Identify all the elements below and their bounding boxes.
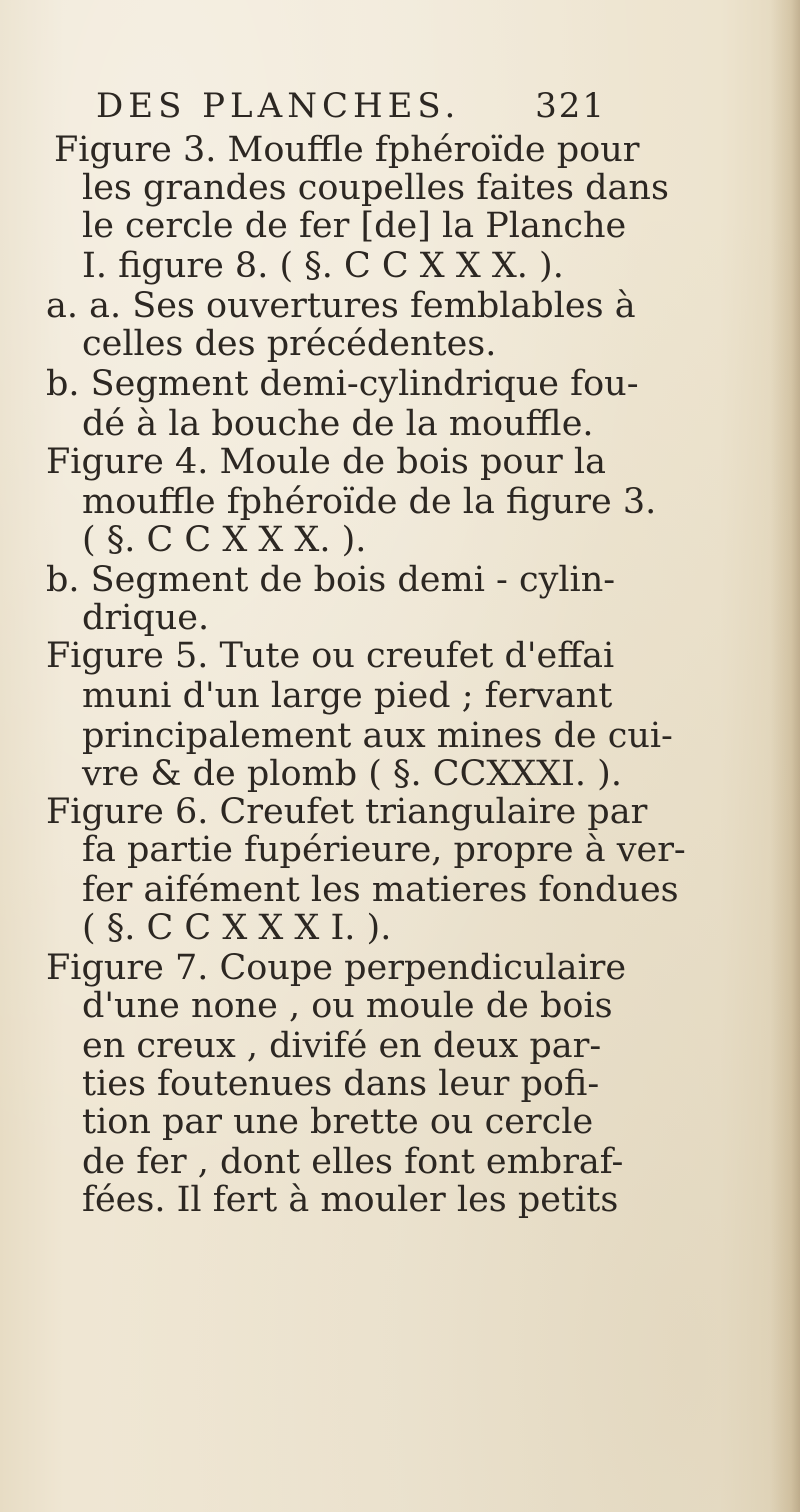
text-line: Figure 3. Mouffle fphéroïde pour <box>54 130 640 170</box>
text-line: a. a. Ses ouvertures femblables à <box>46 286 636 326</box>
text-line: fa partie fupérieure, propre à ver- <box>82 830 686 870</box>
text-line: en creux , divifé en deux par- <box>82 1026 602 1066</box>
text-line: le cercle de fer [de] la Planche <box>82 206 627 246</box>
text-line: tion par une brette ou cercle <box>82 1102 594 1142</box>
text-line: Figure 6. Creufet triangulaire par <box>46 792 648 832</box>
text-line: Figure 5. Tute ou creufet d'effai <box>46 636 615 676</box>
text-line: ( §. C C X X X I. ). <box>82 908 392 948</box>
text-line: celles des précédentes. <box>82 324 497 364</box>
text-line: ties foutenues dans leur pofi- <box>82 1064 600 1104</box>
text-line: de fer , dont elles font embraf- <box>82 1142 624 1182</box>
text-line: fer aifément les matieres fondues <box>82 870 679 910</box>
text-line: mouffle fphéroïde de la figure 3. <box>82 482 657 522</box>
text-line: fées. Il fert à mouler les petits <box>82 1180 619 1220</box>
text-line: Figure 7. Coupe perpendiculaire <box>46 948 627 988</box>
text-line: les grandes coupelles faites dans <box>82 168 669 208</box>
text-line: muni d'un large pied ; fervant <box>82 676 613 716</box>
text-line: dé à la bouche de la mouffle. <box>82 404 594 444</box>
text-line: ( §. C C X X X. ). <box>82 520 367 560</box>
page-edge-shadow <box>770 0 800 1512</box>
running-title: DES PLANCHES. <box>96 86 461 126</box>
text-line: Figure 4. Moule de bois pour la <box>46 442 606 482</box>
text-line: drique. <box>82 598 210 638</box>
page-number: 321 <box>535 86 606 126</box>
text-line: I. figure 8. ( §. C C X X X. ). <box>82 246 564 286</box>
running-header <box>96 86 606 130</box>
text-line: vre & de plomb ( §. CCXXXI. ). <box>82 754 622 794</box>
text-line: b. Segment demi-cylindrique fou- <box>46 364 639 404</box>
text-line: principalement aux mines de cui- <box>82 716 673 756</box>
text-line: b. Segment de bois demi - cylin- <box>46 560 616 600</box>
text-line: d'une none , ou moule de bois <box>82 986 613 1026</box>
